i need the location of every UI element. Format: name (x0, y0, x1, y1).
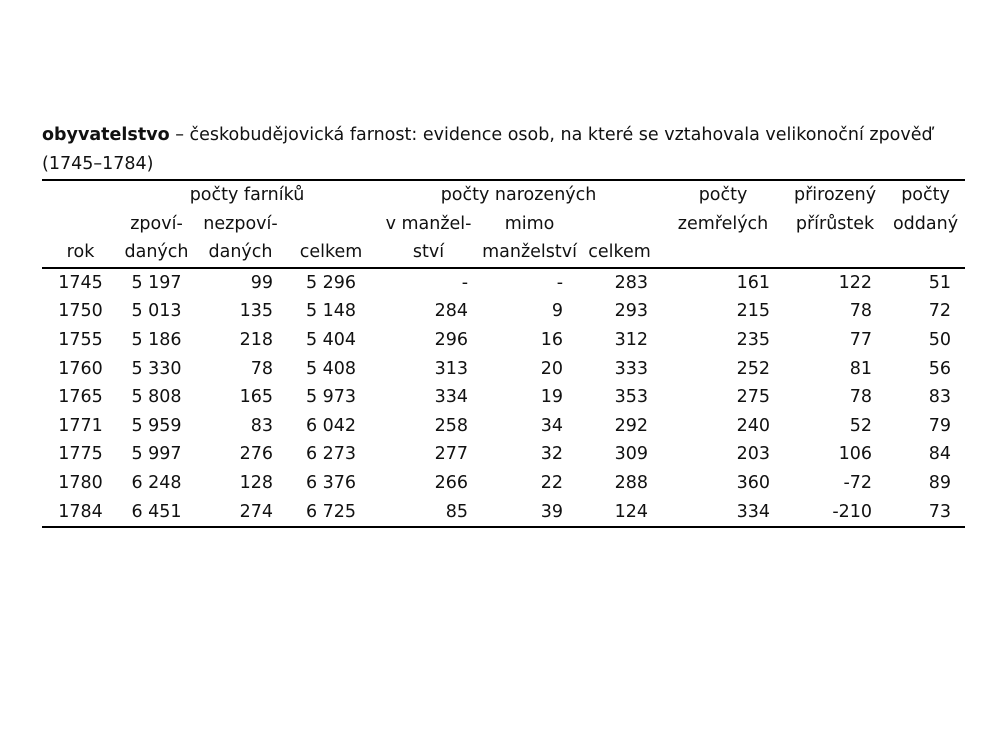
cell-celkem-narozenych: 309 (614, 444, 649, 465)
cell-mimo-manzelstvi: - (556, 272, 564, 293)
cell-mimo-manzelstvi: 32 (540, 444, 564, 465)
table-row (42, 412, 965, 441)
cell-nezpovidanych: 274 (194, 498, 287, 528)
cell-mimo-manzelstvi: 16 (540, 329, 564, 350)
cell-celkem-narozenych: 293 (614, 301, 649, 322)
cell-celkem-narozenych: 312 (614, 329, 649, 350)
cell-mimo-manzelstvi: 39 (482, 498, 577, 528)
cell-mimo-manzelstvi: 9 (551, 301, 564, 322)
header-nezpovi-2: daných (194, 238, 287, 268)
cell-zpovidanych: 5 197 (131, 272, 182, 293)
cell-zpovidanych: 5 808 (131, 387, 182, 408)
cell-prirustek: -72 (843, 472, 873, 493)
cell-celkem-narozenych: 124 (577, 498, 662, 528)
cell-zpovidanych: 5 013 (131, 301, 182, 322)
cell-mimo-manzelstvi: 20 (540, 358, 564, 379)
header-oddany-1: počty (886, 180, 965, 210)
table-row (42, 355, 965, 384)
cell-rok: 1750 (58, 301, 103, 322)
cell-zemrelych: 235 (736, 329, 771, 350)
document-page (42, 121, 965, 528)
cell-nezpovidanych: 135 (239, 301, 273, 322)
cell-oddanych: 50 (928, 329, 952, 350)
cell-prirustek: 78 (849, 301, 873, 322)
cell-mimo-manzelstvi: 22 (540, 472, 564, 493)
cell-nezpovidanych: 218 (239, 329, 273, 350)
cell-zemrelych: 215 (736, 301, 771, 322)
cell-rok: 1771 (58, 415, 103, 436)
cell-celkem-narozenych: 283 (614, 272, 649, 293)
cell-zpovidanych: 6 248 (131, 472, 182, 493)
cell-celkem-narozenych: 292 (614, 415, 649, 436)
cell-prirustek: 106 (838, 444, 873, 465)
table-header (42, 180, 965, 268)
header-oddany-2: oddaný (892, 213, 959, 234)
cell-nezpovidanych: 165 (239, 387, 273, 408)
cell-v-manzelstvi: 296 (434, 329, 469, 350)
header-nezpovi-1: nezpoví- (203, 213, 278, 234)
cell-v-manzelstvi: 284 (434, 301, 469, 322)
cell-zemrelych: 334 (662, 498, 784, 528)
cell-zemrelych: 275 (736, 387, 771, 408)
cell-celkem-farniku: 6 725 (287, 498, 375, 528)
cell-zpovidanych: 6 451 (119, 498, 194, 528)
table-row (42, 469, 965, 498)
cell-prirustek: 122 (838, 272, 873, 293)
cell-celkem-farniku: 5 148 (305, 301, 357, 322)
table-row (42, 383, 965, 412)
cell-nezpovidanych: 276 (239, 444, 273, 465)
cell-v-manzelstvi: - (461, 272, 469, 293)
cell-zemrelych: 203 (736, 444, 771, 465)
header-mimo-1: mimo (504, 213, 555, 234)
header-mimo-2: manželství (482, 238, 577, 268)
cell-v-manzelstvi: 266 (434, 472, 469, 493)
header-group-narozenych: počty narozených (375, 180, 662, 210)
header-prirozeny-1: přirozený (784, 180, 886, 210)
cell-celkem-farniku: 5 296 (305, 272, 357, 293)
cell-rok: 1765 (58, 387, 103, 408)
table-row (42, 326, 965, 355)
cell-zpovidanych: 5 997 (131, 444, 182, 465)
header-celkem-farniku: celkem (287, 238, 375, 268)
table-row (42, 268, 965, 298)
cell-rok: 1780 (58, 472, 103, 493)
cell-zemrelych: 240 (736, 415, 771, 436)
header-celkem-narozenych: celkem (577, 238, 662, 268)
cell-celkem-farniku: 5 973 (305, 387, 357, 408)
header-zemrelych-1: počty (662, 180, 784, 210)
cell-celkem-farniku: 5 404 (305, 329, 357, 350)
table-row (42, 440, 965, 469)
cell-celkem-farniku: 5 408 (305, 358, 357, 379)
header-prirozeny-2: přírůstek (795, 213, 875, 234)
cell-prirustek: 81 (849, 358, 873, 379)
cell-celkem-farniku: 6 042 (305, 415, 357, 436)
cell-celkem-narozenych: 353 (614, 387, 649, 408)
cell-nezpovidanych: 128 (239, 472, 273, 493)
cell-v-manzelstvi: 258 (434, 415, 469, 436)
cell-zemrelych: 252 (736, 358, 771, 379)
population-table (42, 179, 965, 528)
cell-rok: 1775 (58, 444, 103, 465)
cell-oddanych: 84 (928, 444, 952, 465)
caption-years: (1745–1784) (42, 154, 154, 174)
cell-rok: 1784 (42, 498, 119, 528)
header-vmanzel-2: ství (375, 238, 482, 268)
header-zpovi-2: daných (119, 238, 194, 268)
header-rok: rok (42, 238, 119, 268)
cell-oddanych: 51 (928, 272, 952, 293)
cell-v-manzelstvi: 85 (375, 498, 482, 528)
caption-text: – českobudějovická farnost: evidence osob, na které se vztahovala velikonoční zpověď (169, 125, 933, 145)
cell-v-manzelstvi: 334 (434, 387, 469, 408)
cell-mimo-manzelstvi: 19 (540, 387, 564, 408)
header-vmanzel-1: v manžel- (385, 213, 472, 234)
cell-celkem-farniku: 6 273 (305, 444, 357, 465)
cell-oddanych: 72 (928, 301, 952, 322)
cell-zpovidanych: 5 186 (131, 329, 182, 350)
cell-nezpovidanych: 78 (250, 358, 273, 379)
cell-oddanych: 73 (886, 498, 965, 528)
table-row (42, 297, 965, 326)
cell-v-manzelstvi: 277 (434, 444, 469, 465)
cell-zpovidanych: 5 330 (131, 358, 182, 379)
cell-mimo-manzelstvi: 34 (540, 415, 564, 436)
cell-celkem-farniku: 6 376 (305, 472, 357, 493)
header-group-farniku: počty farníků (119, 180, 375, 210)
header-zemrelych-2: zemřelých (677, 213, 769, 234)
cell-zemrelych: 360 (736, 472, 771, 493)
cell-nezpovidanych: 83 (250, 415, 273, 436)
cell-prirustek: 78 (849, 387, 873, 408)
cell-oddanych: 89 (928, 472, 952, 493)
cell-celkem-narozenych: 288 (614, 472, 649, 493)
cell-celkem-narozenych: 333 (614, 358, 649, 379)
cell-rok: 1760 (58, 358, 103, 379)
cell-zemrelych: 161 (736, 272, 771, 293)
cell-v-manzelstvi: 313 (434, 358, 469, 379)
cell-oddanych: 56 (928, 358, 952, 379)
table-caption (42, 121, 965, 179)
caption-bold: obyvatelstvo (42, 125, 170, 145)
cell-prirustek: 77 (849, 329, 873, 350)
table-row (42, 498, 965, 528)
header-zpovi-1: zpoví- (130, 213, 183, 234)
cell-zpovidanych: 5 959 (131, 415, 182, 436)
cell-oddanych: 83 (928, 387, 952, 408)
cell-nezpovidanych: 99 (250, 272, 273, 293)
cell-rok: 1745 (58, 272, 103, 293)
table-body (42, 268, 965, 527)
cell-prirustek: -210 (784, 498, 886, 528)
cell-oddanych: 79 (928, 415, 952, 436)
cell-prirustek: 52 (849, 415, 873, 436)
cell-rok: 1755 (58, 329, 103, 350)
